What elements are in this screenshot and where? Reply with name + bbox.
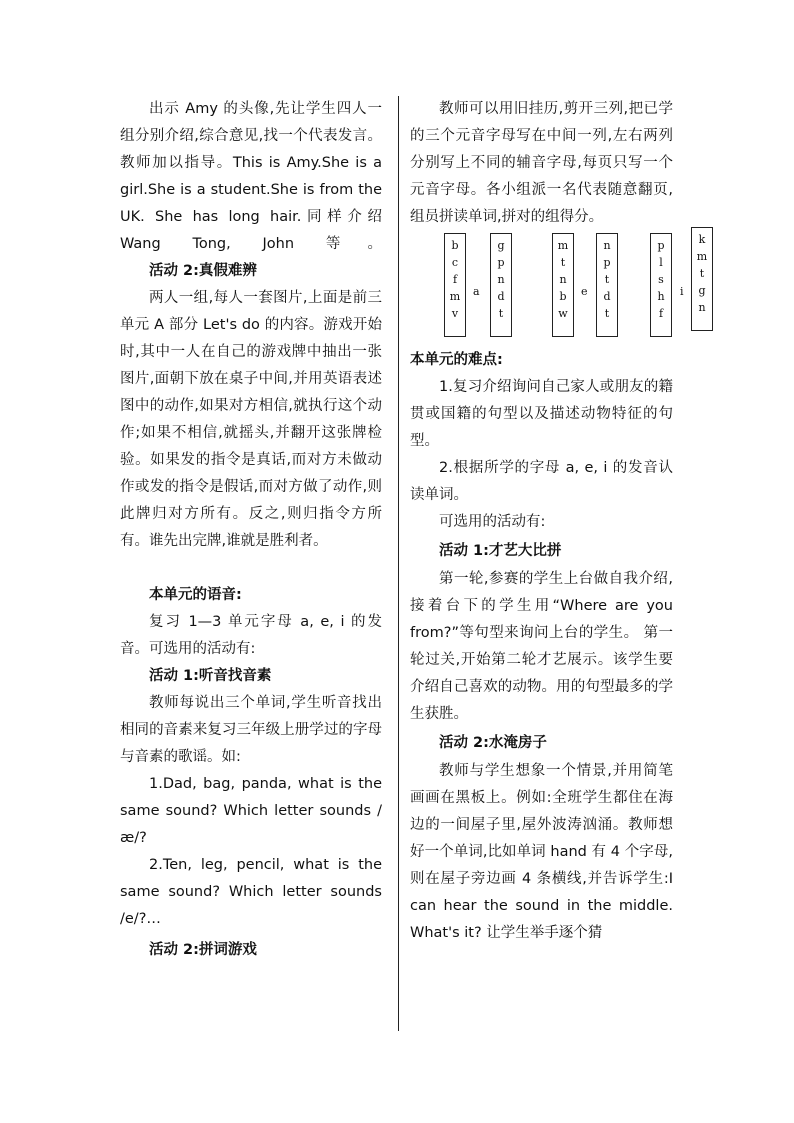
card-letter: p <box>497 256 505 269</box>
card-letter: n <box>603 239 611 252</box>
card-letter: b <box>559 290 567 303</box>
vowel-a: a <box>473 285 480 298</box>
vowel-i: i <box>680 285 684 298</box>
card-letter: p <box>603 256 611 269</box>
listen-activity-paragraph: 教师每说出三个单词,学生听音找出相同的音素来复习三年级上册学过的字母与音素的歌谣。如: <box>120 695 382 765</box>
consonant-card-2 <box>490 233 512 337</box>
card-letter: n <box>559 273 567 286</box>
difficulty-item-1: 1.复习介绍询问自己家人或朋友的籍贯或国籍的句型以及描述动物特征的句型。 <box>410 379 673 449</box>
talent-activity-paragraph: 第一轮,参赛的学生上台做自我介绍,接着台下的学生用“Where are you from?”等句型来询问上台的学生。 第一轮过关,开始第二轮才艺展示。该学生要介绍自己喜欢的动物。用的句型最多的学生获胜。 <box>410 571 673 722</box>
card-letter: t <box>560 256 566 269</box>
card-letter: w <box>558 307 568 320</box>
difficulty-activities-intro: 可选用的活动有: <box>439 514 546 530</box>
column-divider <box>398 96 399 1031</box>
difficulty-heading: 本单元的难点: <box>410 352 503 368</box>
consonant-card-1 <box>444 233 466 337</box>
card-letter: f <box>452 273 458 286</box>
calendar-activity-paragraph: 教师可以用旧挂历,剪开三列,把已学的三个元音字母写在中间一列,左右两列分别写上不同的辅音字母,每页只写一个元音字母。各小组派一名代表随意翻页,组员拼读单词,拼对的组得分。 <box>410 101 673 225</box>
card-letter: d <box>497 290 505 303</box>
card-letter: s <box>658 273 664 286</box>
phonics-heading: 本单元的语音: <box>149 587 242 603</box>
card-letter: m <box>449 290 461 303</box>
consonant-card-5 <box>650 233 672 337</box>
card-letter: g <box>698 284 706 297</box>
card-letter: l <box>659 256 663 269</box>
card-letter: m <box>696 250 708 263</box>
card-letter: n <box>698 301 706 314</box>
consonant-card-6 <box>691 227 713 331</box>
letter-cards-figure <box>410 233 708 353</box>
example-2: 2.Ten, leg, pencil, what is the same sound? Which letter sounds /e/?… <box>120 857 382 927</box>
consonant-card-4 <box>596 233 618 337</box>
consonant-card-3 <box>552 233 574 337</box>
card-letter: d <box>603 290 611 303</box>
difficulty-item-2: 2.根据所学的字母 a, e, i 的发音认读单词。 <box>410 460 673 503</box>
card-letter: k <box>698 233 706 246</box>
flood-house-heading: 活动 2:水淹房子 <box>439 735 547 751</box>
card-letter: n <box>497 273 505 286</box>
listen-activity-heading: 活动 1:听音找音素 <box>149 668 272 684</box>
activity-2-paragraph: 两人一组,每人一套图片,上面是前三单元 A 部分 Let's do 的内容。游戏开始时,其中一人在自己的游戏牌中抽出一张图片,面朝下放在桌子中间,并用英语表述图中的动作,如果对方相信,就执行这个动作;如果不相信,就摇头,并翻开这张牌检验。如果发的指令是真话,而对方未做动作或发的指令是假话,而对方做了动作,则此牌归对方所有。反之,则归指令方所有。谁先出完牌,谁就是胜利者。 <box>120 290 382 549</box>
card-letter: t <box>604 273 610 286</box>
right-column <box>410 96 708 947</box>
card-letter: v <box>451 307 459 320</box>
card-letter: g <box>497 239 505 252</box>
vowel-e: e <box>581 285 588 298</box>
left-column <box>120 96 382 964</box>
card-letter: t <box>699 267 705 280</box>
example-1: 1.Dad, bag, panda, what is the same sound? Which letter sounds /æ/? <box>120 776 382 846</box>
card-letter: c <box>451 256 459 269</box>
card-letter: m <box>557 239 569 252</box>
card-letter: b <box>451 239 459 252</box>
intro-paragraph: 出示 Amy 的头像,先让学生四人一组分别介绍,综合意见,找一个代表发言。教师加以指导。This is Amy.She is a girl.She is a student.She is from the UK. She has long hair.同样介绍 Wang Tong, John 等。 <box>120 101 382 252</box>
card-letter: f <box>658 307 664 320</box>
spelling-game-heading: 活动 2:拼词游戏 <box>149 942 257 958</box>
card-letter: t <box>604 307 610 320</box>
spacer <box>120 555 382 582</box>
talent-activity-heading: 活动 1:才艺大比拼 <box>439 543 562 559</box>
card-letter: h <box>657 290 665 303</box>
activity-2-heading: 活动 2:真假难辨 <box>149 263 257 279</box>
flood-house-paragraph: 教师与学生想象一个情景,并用简笔画画在黑板上。例如:全班学生都住在海边的一间屋子里,屋外波涛汹涌。教师想好一个单词,比如单词 hand 有 4 个字母,则在屋子旁边画 4 条横线,并告诉学生:I can hear the sound in the middle. What's it? 让学生举手逐个猜 <box>410 763 673 941</box>
phonics-paragraph: 复习 1—3 单元字母 a, e, i 的发音。可选用的活动有: <box>120 614 382 657</box>
card-letter: t <box>498 307 504 320</box>
card-letter: p <box>657 239 665 252</box>
